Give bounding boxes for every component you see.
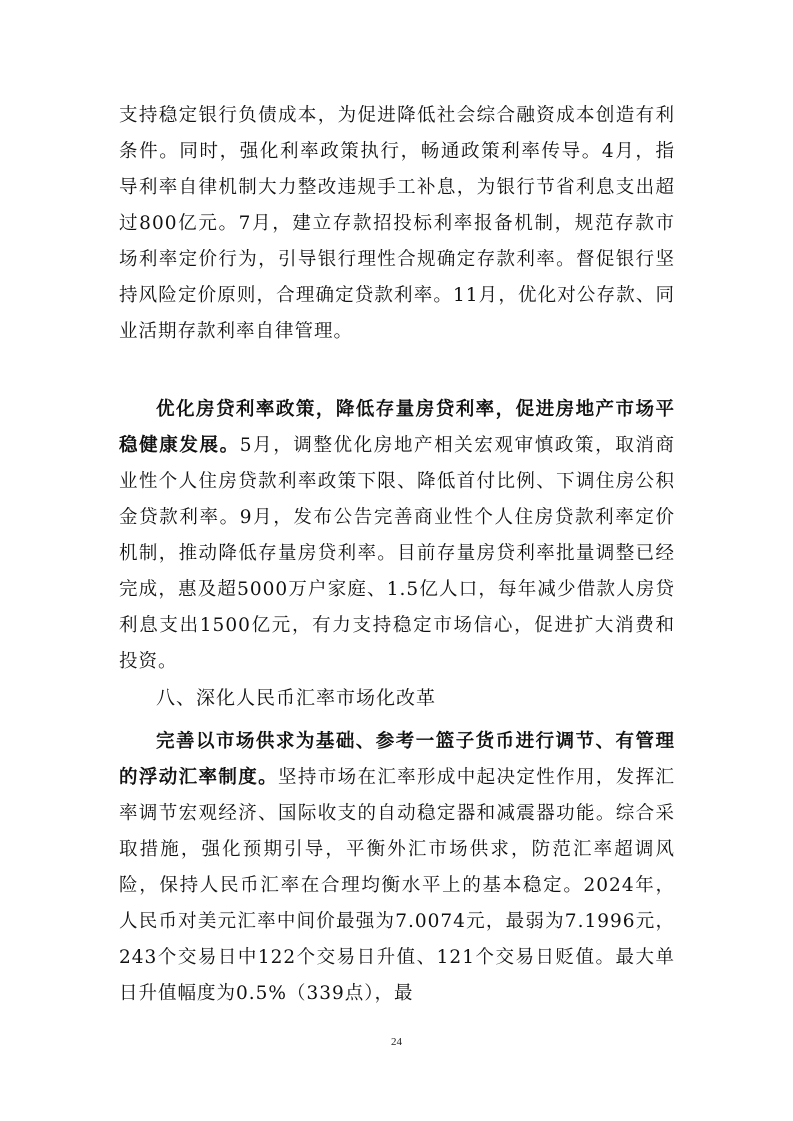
- paragraph-housing-loan-rate: [119, 392, 675, 680]
- paragraph-text: 5月，调整优化房地产相关宏观审慎政策，取消商业性个人住房贷款利率政策下限、降低首付比例、下调住房公积金贷款利率。9月，发布公告完善商业性个人住房贷款利率定价机制，推动降低存量房贷利率。目前存量房贷利率批量调整已经完成，惠及超5000万户家庭、1.5亿人口，每年减少借款人房贷利息支出1500亿元，有力支持稳定市场信心，促进扩大消费和投资。: [119, 435, 675, 672]
- paragraph-lead-bold: 完善以市场供求为基础、参考一篮子货币进行调节、有管理的浮动汇率制度。: [119, 731, 675, 788]
- page-number: 24: [391, 1036, 402, 1048]
- paragraph-continued: [119, 98, 675, 350]
- section-heading: 八、深化人民币汇率市场化改革: [156, 687, 437, 709]
- paragraph-exchange-rate: [119, 724, 675, 1012]
- paragraph-lead-bold: 优化房贷利率政策，降低存量房贷利率，促进房地产市场平稳健康发展。: [119, 399, 675, 456]
- paragraph-text: 坚持市场在汇率形成中起决定性作用，发挥汇率调节宏观经济、国际收支的自动稳定器和减震器功能。综合采取措施，强化预期引导，平衡外汇市场供求，防范汇率超调风险，保持人民币汇率在合理均衡水平上的基本稳定。2024年，人民币对美元汇率中间价最强为7.0074元，最弱为7.1996元，243个交易日中122个交易日升值、121个交易日贬值。最大单日升值幅度为0.5%（339点），最: [119, 767, 675, 1004]
- paragraph-text: 支持稳定银行负债成本，为促进降低社会综合融资成本创造有利条件。同时，强化利率政策执行，畅通政策利率传导。4月，指导利率自律机制大力整改违规手工补息，为银行节省利息支出超过800亿元。7月，建立存款招投标利率报备机制，规范存款市场利率定价行为，引导银行理性合规确定存款利率。督促银行坚持风险定价原则，合理确定贷款利率。11月，优化对公存款、同业活期存款利率自律管理。: [119, 105, 675, 342]
